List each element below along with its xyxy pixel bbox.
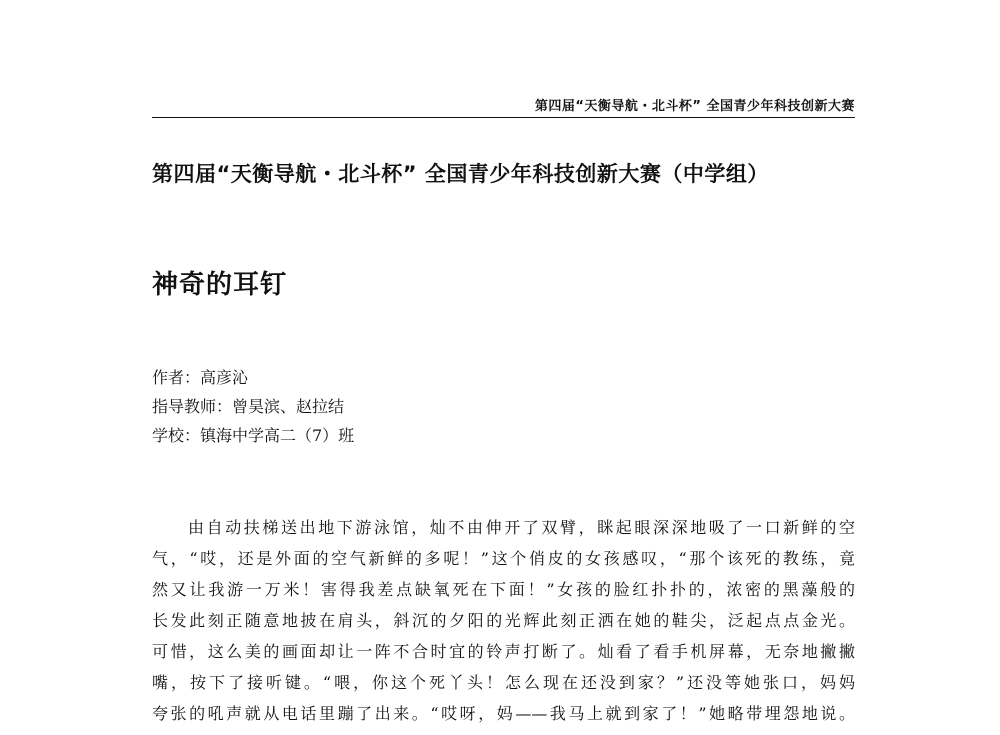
essay-title: 神奇的耳钉 <box>152 270 288 300</box>
body-line: 夸张的吼声就从电话里蹦了出来。“哎呀，妈——我马上就到家了！”她略带埋怨地说。 <box>152 704 855 723</box>
header-rule <box>152 117 855 118</box>
body-paragraph <box>152 512 855 729</box>
school-line: 学校：镇海中学高二（7）班 <box>152 426 355 445</box>
body-line: 长发此刻正随意地披在肩头，斜沉的夕阳的光辉此刻正洒在她的鞋尖，泛起点点金光。 <box>152 611 855 630</box>
body-line: 可惜，这么美的画面却让一阵不合时宜的铃声打断了。灿看了看手机屏幕，无奈地撇撇 <box>152 642 855 661</box>
body-line: 嘴，按下了接听键。“喂，你这个死丫头！怎么现在还没到家？”还没等她张口，妈妈 <box>152 673 855 692</box>
body-line: 由自动扶梯送出地下游泳馆，灿不由伸开了双臂，眯起眼深深地吸了一口新鲜的空 <box>188 518 855 537</box>
body-line: 气，“哎，还是外面的空气新鲜的多呢！”这个俏皮的女孩感叹，“那个该死的教练，竟 <box>152 549 855 568</box>
author-line: 作者：高彦沁 <box>152 368 249 387</box>
body-line: 然又让我游一万米！害得我差点缺氧死在下面！”女孩的脸红扑扑的，浓密的黑藻般的 <box>152 580 855 599</box>
author-info <box>152 363 354 450</box>
contest-title: 第四届“天衡导航・北斗杯” 全国青少年科技创新大赛（中学组） <box>152 162 769 186</box>
advisor-line: 指导教师：曾昊滨、赵拉结 <box>152 397 345 416</box>
running-header: 第四届“天衡导航・北斗杯” 全国青少年科技创新大赛 <box>534 99 855 114</box>
